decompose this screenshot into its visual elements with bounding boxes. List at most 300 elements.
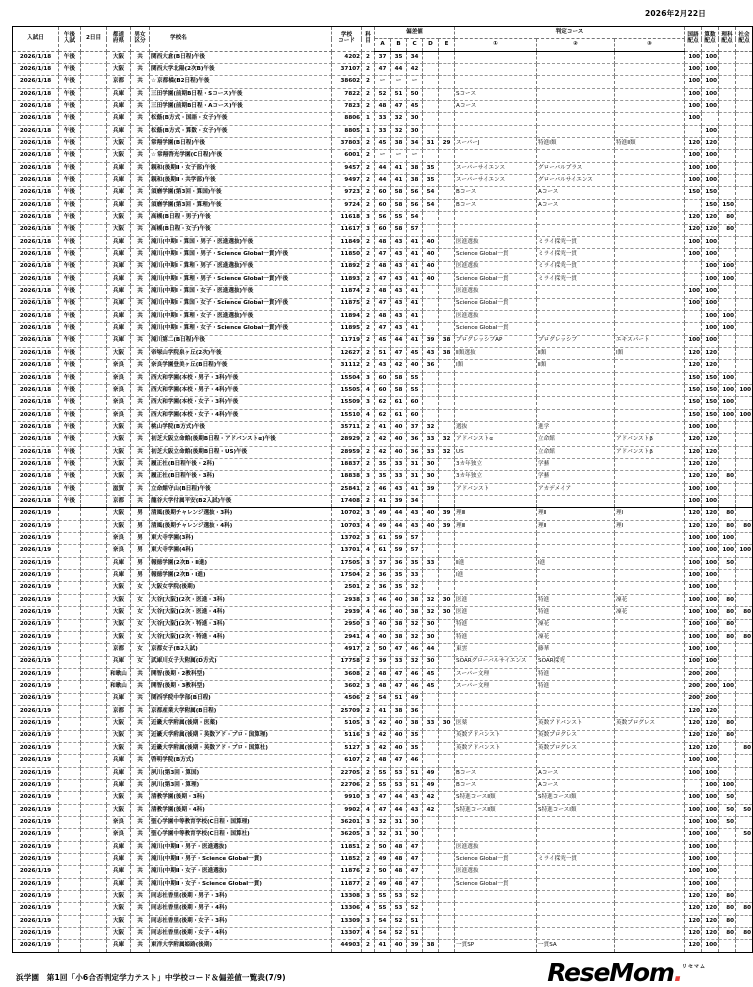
cell-pm (59, 767, 81, 779)
cell-course-2: グローバルプラス (537, 162, 615, 174)
cell-deviation-D (423, 755, 439, 767)
cell-deviation-B: 47 (391, 347, 407, 359)
cell-pref: 京都 (107, 644, 131, 656)
cell-sex: 共 (131, 175, 150, 187)
cell-d2 (81, 422, 107, 434)
cell-deviation-B: 48 (391, 866, 407, 878)
cell-pm (59, 545, 81, 557)
cell-deviation-C: 43 (407, 792, 423, 804)
cell-course-2 (537, 570, 615, 582)
table-row (13, 545, 753, 557)
table-row (13, 557, 753, 569)
cell-date: 2026/1/19 (13, 854, 59, 866)
cell-d2 (81, 854, 107, 866)
table-row (13, 755, 753, 767)
cell-sex: 共 (131, 496, 150, 508)
cell-pm (59, 705, 81, 717)
cell-deviation-C: 34 (407, 496, 423, 508)
cell-pm: 午後 (59, 125, 81, 137)
cell-course-2 (537, 384, 615, 396)
cell-school: 関西大倉(B日程)午後 (150, 51, 332, 63)
table-row (13, 508, 753, 520)
cell-pref: 兵庫 (107, 249, 131, 261)
cell-points-rika: 80 (719, 594, 736, 606)
cell-date: 2026/1/18 (13, 249, 59, 261)
cell-school: 夙川(第3回・算国) (150, 767, 332, 779)
cell-deviation-E: 32 (439, 446, 455, 458)
cell-pref: 奈良 (107, 360, 131, 372)
cell-pref: 大阪 (107, 520, 131, 532)
cell-points-sansu: 120 (702, 730, 719, 742)
cell-sub: 2 (362, 693, 375, 705)
cell-deviation-E (439, 384, 455, 396)
cell-school: 夙川(第3回・算理) (150, 779, 332, 791)
table-row (13, 533, 753, 545)
cell-sex: 共 (131, 854, 150, 866)
cell-course-1: プログレッシブAP (455, 335, 537, 347)
cell-code: 18837 (332, 459, 362, 471)
cell-points-kokugo (685, 125, 702, 137)
cell-pref: 大阪 (107, 928, 131, 940)
cell-deviation-A: 60 (375, 372, 391, 384)
cell-date: 2026/1/18 (13, 496, 59, 508)
cell-code: 6001 (332, 150, 362, 162)
cell-code: 25709 (332, 705, 362, 717)
table-body (13, 51, 753, 952)
cell-sub: 2 (362, 101, 375, 113)
cell-pm: 午後 (59, 273, 81, 285)
cell-deviation-C: 39 (407, 940, 423, 952)
cell-date: 2026/1/18 (13, 372, 59, 384)
cell-deviation-C: 36 (407, 434, 423, 446)
cell-deviation-C: 35 (407, 730, 423, 742)
cell-date: 2026/1/18 (13, 446, 59, 458)
cell-deviation-D: 40 (423, 273, 439, 285)
cell-sub: 2 (362, 656, 375, 668)
cell-deviation-D: 33 (423, 718, 439, 730)
cell-pref: 兵庫 (107, 298, 131, 310)
cell-d2 (81, 915, 107, 927)
cell-pref: 兵庫 (107, 273, 131, 285)
cell-course-1 (455, 212, 537, 224)
cell-code: 25841 (332, 483, 362, 495)
cell-course-1 (455, 705, 537, 717)
cell-deviation-C: 42 (407, 64, 423, 76)
table-row (13, 520, 753, 532)
cell-pm: 午後 (59, 101, 81, 113)
cell-deviation-D: 38 (423, 940, 439, 952)
cell-points-kokugo: 120 (685, 742, 702, 754)
cell-school: 滝川(中期Ⅱ・男子・医進選抜) (150, 841, 332, 853)
cell-points-rika (719, 656, 736, 668)
cell-school: 滝川(中期Ⅱ・男子・Science Global一貫) (150, 854, 332, 866)
cell-deviation-E (439, 705, 455, 717)
col-exam-date: 入試日 (13, 27, 59, 52)
cell-course-1: Bコース (455, 767, 537, 779)
cell-points-kokugo: 100 (685, 656, 702, 668)
cell-d2 (81, 323, 107, 335)
cell-date: 2026/1/19 (13, 681, 59, 693)
cell-sex: 共 (131, 76, 150, 88)
cell-school: 滝川(中期Ⅰ・算理・女子・医進選抜)午後 (150, 310, 332, 322)
cell-points-sansu: 100 (702, 298, 719, 310)
cell-points-rika: 80 (719, 915, 736, 927)
cell-code: 37107 (332, 64, 362, 76)
col-school-name: 学校名 (150, 27, 332, 52)
cell-sex: 共 (131, 891, 150, 903)
cell-course-2 (537, 212, 615, 224)
cell-code: 7822 (332, 88, 362, 100)
cell-pm (59, 878, 81, 890)
cell-sub: 3 (362, 681, 375, 693)
cell-course-2: 特進Ⅰ類 (537, 138, 615, 150)
cell-points-kokugo: 100 (685, 162, 702, 174)
cell-deviation-B: 33 (391, 459, 407, 471)
cell-pref: 大阪 (107, 51, 131, 63)
cell-code: 5127 (332, 742, 362, 754)
cell-date: 2026/1/19 (13, 767, 59, 779)
cell-d2 (81, 434, 107, 446)
cell-deviation-B: 40 (391, 607, 407, 619)
cell-points-shakai (736, 298, 753, 310)
cell-d2 (81, 718, 107, 730)
cell-school: 大谷[大阪](2次・特進・3科) (150, 619, 332, 631)
cell-points-shakai: 80 (736, 928, 753, 940)
cell-points-shakai (736, 582, 753, 594)
cell-sex: 共 (131, 730, 150, 742)
cell-points-sansu: 200 (702, 668, 719, 680)
cell-deviation-A: 48 (375, 286, 391, 298)
table-row (13, 64, 753, 76)
cell-points-kokugo: 120 (685, 347, 702, 359)
table-row (13, 150, 753, 162)
cell-points-rika (719, 286, 736, 298)
cell-sub: 2 (362, 335, 375, 347)
cell-points-sansu: 100 (702, 162, 719, 174)
cell-deviation-E (439, 483, 455, 495)
cell-pm: 午後 (59, 446, 81, 458)
cell-points-kokugo: 100 (685, 175, 702, 187)
cell-d2 (81, 224, 107, 236)
table-row (13, 471, 753, 483)
cell-date: 2026/1/18 (13, 459, 59, 471)
cell-school: 東大寺学園(4科) (150, 545, 332, 557)
cell-sub: 2 (362, 236, 375, 248)
cell-points-sansu: 200 (702, 681, 719, 693)
cell-deviation-D: 33 (423, 434, 439, 446)
cell-school: 滝川(中期Ⅰ・算理・男子・医進選抜)午後 (150, 261, 332, 273)
cell-pref: 大阪 (107, 471, 131, 483)
cell-d2 (81, 483, 107, 495)
cell-deviation-A: 52 (375, 88, 391, 100)
cell-code: 9902 (332, 804, 362, 816)
cell-deviation-C: 40 (407, 360, 423, 372)
cell-course-2: 英数プログレス (537, 730, 615, 742)
cell-d2 (81, 459, 107, 471)
cell-sex: 女 (131, 594, 150, 606)
cell-sex: 共 (131, 150, 150, 162)
cell-pref: 大阪 (107, 212, 131, 224)
cell-course-3 (615, 422, 685, 434)
cell-course-3 (615, 841, 685, 853)
cell-course-1 (455, 693, 537, 705)
cell-code: 9723 (332, 187, 362, 199)
cell-points-rika: 100 (719, 533, 736, 545)
cell-code: 11719 (332, 335, 362, 347)
cell-points-kokugo: 100 (685, 644, 702, 656)
cell-sex: 共 (131, 705, 150, 717)
cell-course-2: S特進コースⅠ類 (537, 792, 615, 804)
cell-deviation-B: 43 (391, 323, 407, 335)
cell-points-rika (719, 644, 736, 656)
cell-deviation-D (423, 384, 439, 396)
resemom-logo (547, 957, 706, 987)
cell-deviation-D: 35 (423, 175, 439, 187)
cell-points-kokugo: 100 (685, 841, 702, 853)
cell-course-1 (455, 496, 537, 508)
table-row (13, 298, 753, 310)
cell-code: 11892 (332, 261, 362, 273)
cell-pm: 午後 (59, 175, 81, 187)
cell-course-1: Ⅰ類 (455, 360, 537, 372)
cell-deviation-C: 50 (407, 88, 423, 100)
cell-pm: 午後 (59, 483, 81, 495)
cell-d2 (81, 335, 107, 347)
cell-deviation-A: 47 (375, 273, 391, 285)
cell-course-1 (455, 384, 537, 396)
cell-deviation-A: 42 (375, 434, 391, 446)
cell-course-1 (455, 582, 537, 594)
cell-deviation-E: 39 (439, 508, 455, 520)
cell-deviation-D: 39 (423, 335, 439, 347)
cell-deviation-A: 33 (375, 125, 391, 137)
cell-points-shakai (736, 360, 753, 372)
cell-points-kokugo: 120 (685, 434, 702, 446)
cell-pref: 和歌山 (107, 668, 131, 680)
cell-deviation-D (423, 310, 439, 322)
cell-course-3 (615, 779, 685, 791)
cell-sub: 2 (362, 483, 375, 495)
cell-deviation-E (439, 224, 455, 236)
table-row (13, 829, 753, 841)
cell-pm: 午後 (59, 384, 81, 396)
cell-course-2 (537, 101, 615, 113)
cell-deviation-B: 35 (391, 570, 407, 582)
cell-course-2: ミライ探究一貫 (537, 249, 615, 261)
cell-code: 13702 (332, 533, 362, 545)
cell-deviation-E (439, 533, 455, 545)
cell-deviation-E (439, 310, 455, 322)
cell-pm: 午後 (59, 261, 81, 273)
table-row (13, 360, 753, 372)
cell-d2 (81, 767, 107, 779)
cell-sub: 2 (362, 940, 375, 952)
cell-points-shakai (736, 878, 753, 890)
cell-school: 須磨学園(第3回・算理)午後 (150, 199, 332, 211)
table-row (13, 446, 753, 458)
cell-sex: 共 (131, 397, 150, 409)
cell-deviation-A: 55 (375, 767, 391, 779)
cell-deviation-A: 51 (375, 347, 391, 359)
cell-sex: 共 (131, 668, 150, 680)
cell-points-sansu: 100 (702, 619, 719, 631)
cell-deviation-E (439, 903, 455, 915)
cell-deviation-A: 56 (375, 212, 391, 224)
cell-sub: 2 (362, 668, 375, 680)
cell-deviation-A: 48 (375, 668, 391, 680)
table-row (13, 51, 753, 63)
cell-course-1 (455, 829, 537, 841)
table-row (13, 273, 753, 285)
cell-course-3 (615, 891, 685, 903)
cell-d2 (81, 631, 107, 643)
cell-school: 関西大学北陽(2次B)午後 (150, 64, 332, 76)
cell-d2 (81, 928, 107, 940)
cell-pm (59, 607, 81, 619)
cell-course-2 (537, 51, 615, 63)
cell-date: 2026/1/18 (13, 347, 59, 359)
cell-points-kokugo: 100 (685, 545, 702, 557)
cell-points-sansu: 120 (702, 212, 719, 224)
cell-deviation-D: 36 (423, 360, 439, 372)
cell-deviation-B: 47 (391, 644, 407, 656)
cell-pref: 大阪 (107, 64, 131, 76)
cell-sub: 2 (362, 150, 375, 162)
cell-points-shakai (736, 915, 753, 927)
cell-pref: 兵庫 (107, 841, 131, 853)
cell-course-2 (537, 533, 615, 545)
cell-points-rika (719, 347, 736, 359)
cell-deviation-C: 41 (407, 236, 423, 248)
cell-points-kokugo: 100 (685, 804, 702, 816)
table-row (13, 138, 753, 150)
cell-school: 桃山学院(B方式)午後 (150, 422, 332, 434)
cell-points-rika (719, 64, 736, 76)
cell-deviation-C: 41 (407, 310, 423, 322)
cell-date: 2026/1/18 (13, 286, 59, 298)
cell-deviation-D (423, 817, 439, 829)
cell-pm (59, 817, 81, 829)
cell-points-sansu: 100 (702, 88, 719, 100)
cell-deviation-C: 32 (407, 631, 423, 643)
cell-pref: 兵庫 (107, 656, 131, 668)
cell-date: 2026/1/18 (13, 261, 59, 273)
cell-points-kokugo: 120 (685, 915, 702, 927)
cell-deviation-D: 42 (423, 792, 439, 804)
cell-pref: 大阪 (107, 150, 131, 162)
cell-sex: 共 (131, 384, 150, 396)
cell-course-2 (537, 891, 615, 903)
cell-deviation-C: 57 (407, 533, 423, 545)
cell-d2 (81, 644, 107, 656)
cell-course-2 (537, 582, 615, 594)
cell-points-sansu: 100 (702, 779, 719, 791)
cell-deviation-E (439, 915, 455, 927)
cell-pref: 大阪 (107, 742, 131, 754)
cell-sub: 2 (362, 755, 375, 767)
cell-sub: 3 (362, 891, 375, 903)
cell-pref: 兵庫 (107, 557, 131, 569)
cell-deviation-C: 38 (407, 607, 423, 619)
cell-deviation-C: 36 (407, 446, 423, 458)
cell-deviation-A: 50 (375, 866, 391, 878)
cell-points-kokugo (685, 779, 702, 791)
cell-deviation-B: 58 (391, 384, 407, 396)
cell-points-sansu: 100 (702, 656, 719, 668)
cell-code: 2939 (332, 607, 362, 619)
cell-sex: 男 (131, 545, 150, 557)
cell-deviation-A: 50 (375, 644, 391, 656)
col-course-group: 判定コース (455, 27, 685, 39)
cell-date: 2026/1/18 (13, 422, 59, 434)
cell-deviation-C: 41 (407, 335, 423, 347)
cell-deviation-B: 43 (391, 310, 407, 322)
cell-course-3 (615, 755, 685, 767)
cell-points-sansu: 120 (702, 891, 719, 903)
cell-pref: 兵庫 (107, 323, 131, 335)
cell-d2 (81, 88, 107, 100)
cell-sex: 共 (131, 718, 150, 730)
cell-pm: 午後 (59, 212, 81, 224)
cell-deviation-D: 30 (423, 619, 439, 631)
cell-deviation-A: 45 (375, 335, 391, 347)
cell-deviation-A: 46 (375, 594, 391, 606)
cell-deviation-E (439, 261, 455, 273)
table-row (13, 570, 753, 582)
cell-points-shakai (736, 854, 753, 866)
cell-deviation-E (439, 841, 455, 853)
cell-deviation-E (439, 570, 455, 582)
cell-deviation-D (423, 51, 439, 63)
cell-deviation-C: 30 (407, 817, 423, 829)
cell-pref: 兵庫 (107, 335, 131, 347)
cell-code: 37803 (332, 138, 362, 150)
cell-points-shakai (736, 162, 753, 174)
cell-date: 2026/1/19 (13, 866, 59, 878)
cell-deviation-E (439, 496, 455, 508)
cell-pref: 兵庫 (107, 113, 131, 125)
cell-points-rika (719, 841, 736, 853)
cell-deviation-D (423, 915, 439, 927)
cell-deviation-D (423, 705, 439, 717)
cell-deviation-D: 49 (423, 779, 439, 791)
table-row (13, 409, 753, 421)
cell-code: 17504 (332, 570, 362, 582)
cell-deviation-D: 39 (423, 483, 439, 495)
cell-course-1 (455, 409, 537, 421)
cell-sex: 女 (131, 607, 150, 619)
cell-date: 2026/1/19 (13, 557, 59, 569)
cell-deviation-D (423, 841, 439, 853)
cell-code: 17408 (332, 496, 362, 508)
cell-course-2: 特進 (537, 681, 615, 693)
cell-deviation-E (439, 742, 455, 754)
cell-points-kokugo: 200 (685, 668, 702, 680)
cell-points-shakai (736, 434, 753, 446)
cell-deviation-A: 61 (375, 545, 391, 557)
cell-school: 同志社香里(後期・男子・4科) (150, 903, 332, 915)
cell-date: 2026/1/18 (13, 471, 59, 483)
cell-course-2 (537, 298, 615, 310)
cell-deviation-B: 61 (391, 397, 407, 409)
cell-deviation-B: 35 (391, 51, 407, 63)
cell-deviation-E (439, 829, 455, 841)
cell-sub: 2 (362, 286, 375, 298)
cell-course-2 (537, 125, 615, 137)
cell-code: 11875 (332, 298, 362, 310)
cell-deviation-B: 48 (391, 841, 407, 853)
table-row (13, 866, 753, 878)
